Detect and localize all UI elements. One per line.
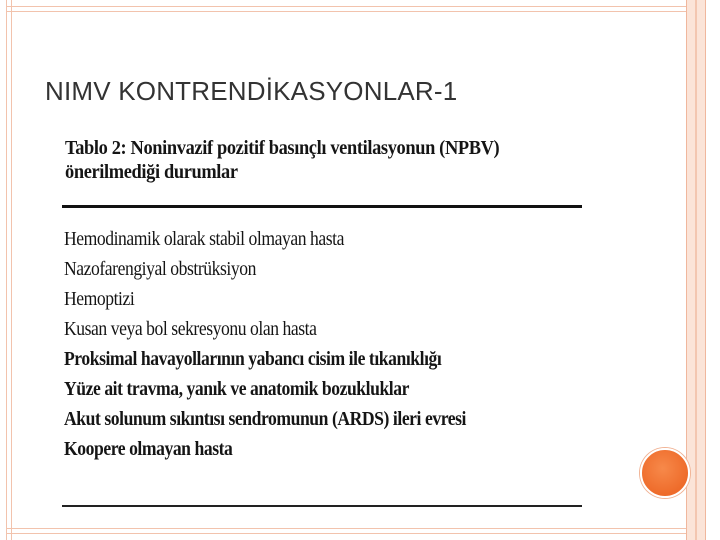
table-bottom-rule bbox=[62, 505, 582, 507]
slide-frame-bottom bbox=[6, 528, 686, 534]
contraindications-table bbox=[62, 136, 586, 514]
table-row: Koopere olmayan hasta bbox=[64, 438, 233, 460]
table-caption: Tablo 2: Noninvazif pozitif basınçlı ventilasyonun (NPBV) önerilmediği durumlar bbox=[65, 137, 500, 183]
table-row: Yüze ait travma, yanık ve anatomik bozukluklar bbox=[64, 378, 409, 400]
table-row: Nazofarengiyal obstrüksiyon bbox=[64, 258, 256, 280]
slide-title: NIMV KONTRENDİKASYONLAR-1 bbox=[45, 76, 458, 106]
slide-frame-top bbox=[6, 6, 686, 12]
table-top-rule bbox=[62, 205, 582, 208]
table-row: Akut solunum sıkıntısı sendromunun (ARDS) ileri evresi bbox=[64, 408, 466, 430]
table-rows bbox=[64, 224, 521, 464]
slide-frame-left bbox=[6, 0, 12, 540]
decorative-right-band bbox=[686, 0, 706, 540]
table-row: Hemodinamik olarak stabil olmayan hasta bbox=[64, 228, 345, 250]
decorative-orange-circle bbox=[640, 448, 690, 498]
table-row: Hemoptizi bbox=[64, 288, 135, 310]
table-row: Kusan veya bol sekresyonu olan hasta bbox=[64, 318, 317, 340]
table-row: Proksimal havayollarının yabancı cisim ile tıkanıklığı bbox=[64, 348, 442, 370]
